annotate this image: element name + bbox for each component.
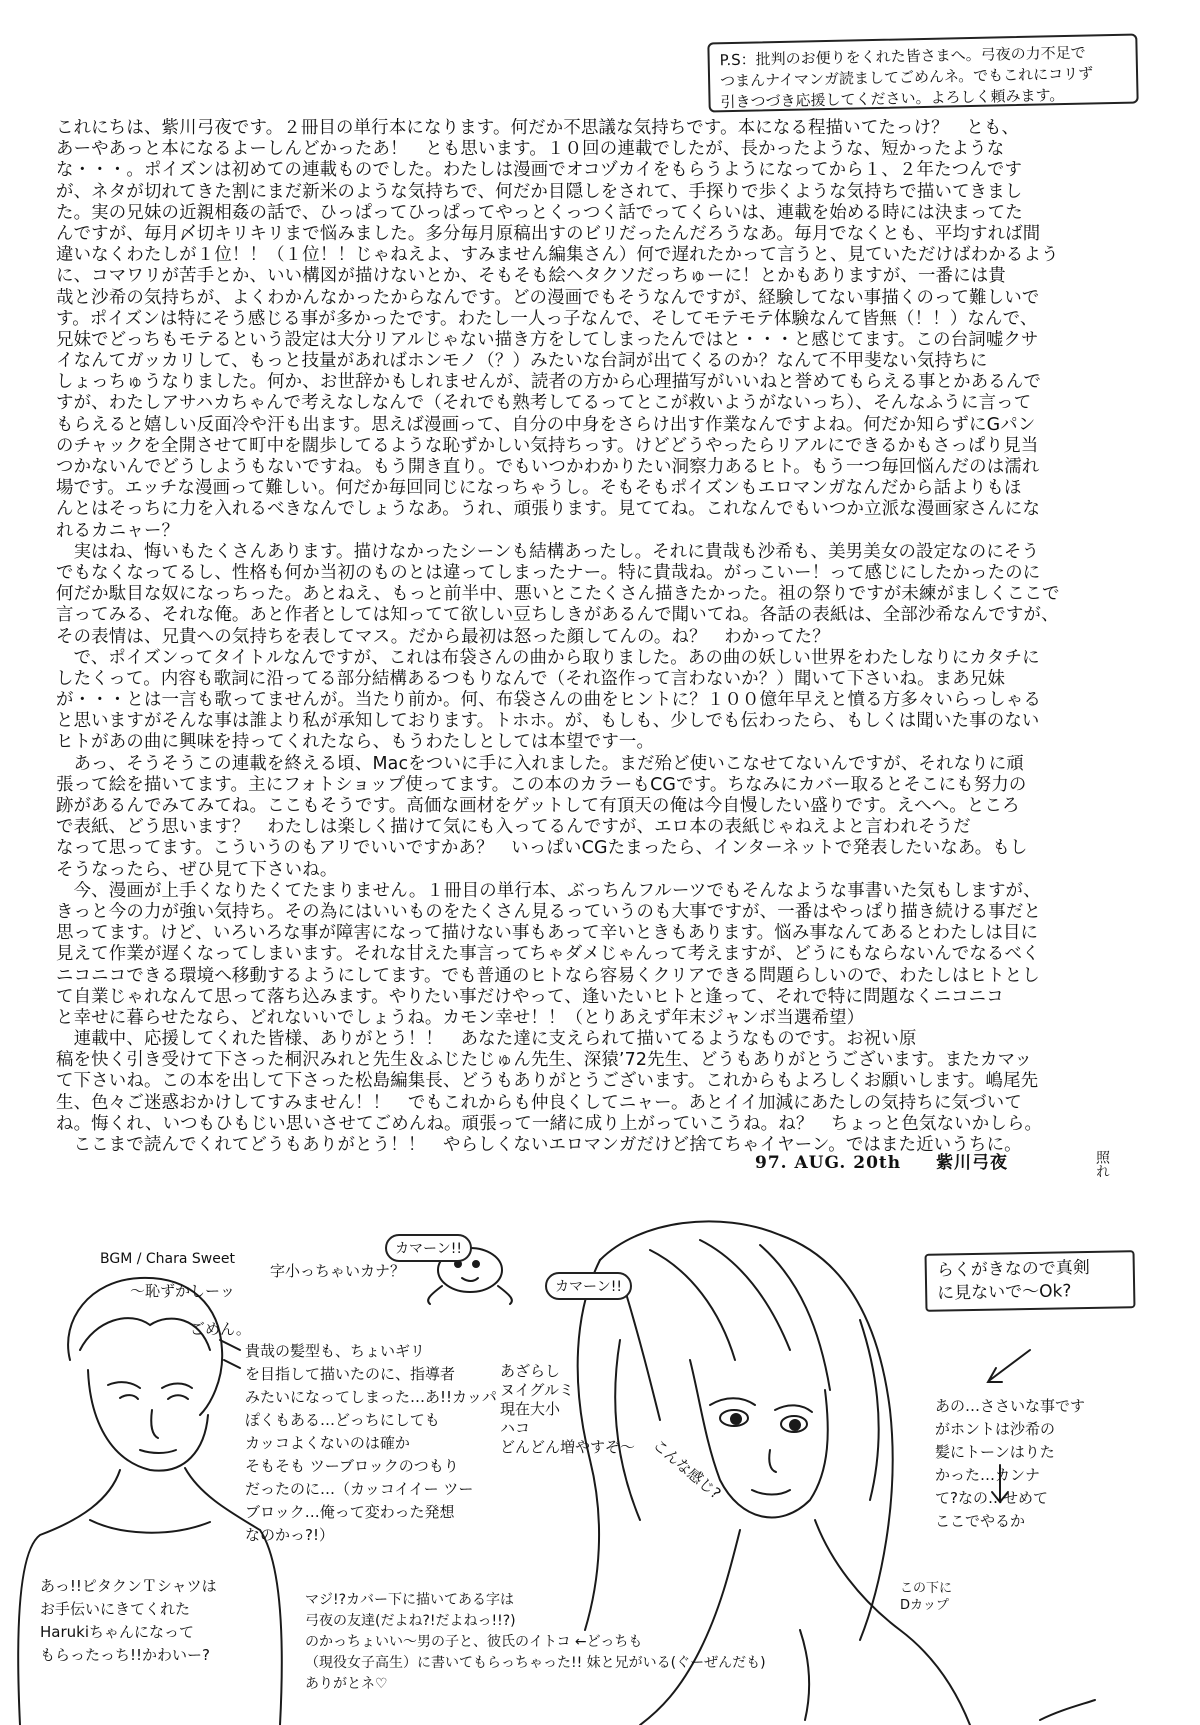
letter-line: に、コマワリが苦手とか、いい構図が描けないとか、そもそも絵ヘタクソだっちゅーに！とかもありますが、一番には貴 — [56, 266, 1006, 287]
letter-line: 実はね、悔いもたくさんあります。描けなかったシーンも結構あったし。それに貴哉も沙希も、美男美女の設定なのにそう — [56, 541, 1040, 562]
ps-note-line: P.S：批判のお便りをくれた皆さまへ。弓夜の力不足で — [719, 43, 1086, 70]
kamon-bubble-1: カマーン!! — [385, 1234, 472, 1262]
takaya-note-line: を目指して描いたのに、指導者 — [245, 1365, 456, 1383]
letter-line: イなんてガッカリして、もっと技量があればホンモノ（？）みたいな台詞が出てくるのか？なんて不甲斐ない気持ちに — [56, 351, 988, 372]
letter-line: 兄妹でどっちもモテるという設定は大分リアルじゃない描き方をしてしまったんではと・・・と感じてます。この台詞嘘クサ — [56, 329, 1039, 350]
azarashi-line: あざらし — [500, 1362, 561, 1380]
letter-line: 跡があるんでみてみてね。ここもそうです。高価な画材をゲットして有頂天の俺は今自慢したい盛りです。えへへ。ところ — [56, 796, 1020, 816]
saki-note — [935, 1395, 1085, 1533]
haruki-note-line: もらったっち!!かわいー? — [40, 1646, 210, 1664]
letter-line: と思いますがそんな事は誰より私が承知しております。トホホ。が、もしも、少しでも伝わったら、もしくは聞いた事のない — [56, 711, 1040, 732]
ps-note-line: 引きつづき応援してください。よろしく頼みます。 — [720, 86, 1065, 112]
dcup-note — [900, 1580, 952, 1614]
saki-note-line: ここでやるか — [935, 1512, 1026, 1530]
takaya-note-line: ブロック…俺って変わった発想 — [245, 1503, 455, 1521]
letter-line: 見えて作業が遅くなってしまいます。それな甘えた事言ってちゃダメじゃんって考えますが、どうにもならないんでなるべく — [56, 944, 1040, 965]
letter-line: もらえると嬉しい反面冷や汗も出ます。思えば漫画って、自分の中身をさらけ出す作業なんですよね。何だか知らずにGパン — [56, 414, 1036, 435]
azarashi-line: どんどん増やすぞ〜 — [500, 1438, 636, 1456]
letter-line: れるカニャー？ — [56, 520, 180, 541]
letter-line: ヒトがあの曲に興味を持ってくれたなら、もうわたしとしては本望です一。 — [56, 732, 655, 753]
letter-line: て下さいね。この本を出して下さった松島編集長、どうもありがとうございます。これからもよろしくお願いします。嶋尾先 — [56, 1071, 1039, 1092]
takaya-note — [245, 1340, 497, 1547]
dcup-line: Dカップ — [900, 1598, 949, 1613]
dcup-line: この下に — [900, 1581, 953, 1596]
letter-line: なって思ってます。こういうのもアリでいいですかあ？ いっぱいCGたまったら、インターネットで発表したいなあ。もし — [56, 838, 1028, 859]
letter-line: 生、色々ご迷惑おかけしてすみません！！ でもこれからも仲良くしてニャー。あとイイ加減にあたしの気持ちに気づいて — [56, 1092, 1022, 1113]
kamon-bubble-2: カマーン!! — [545, 1272, 632, 1300]
cover-note — [305, 1590, 766, 1695]
letter-line: あっ、そうそうこの連載を終える頃、Macをついに手に入れました。まだ殆ど使いこなせてないんですが、それなりに頑 — [56, 753, 1024, 774]
letter-line: 哉と沙希の気持ちが、よくわかんなかったからなんです。どの漫画でもそうなんですが、経験してない事描くのって難しいで — [56, 287, 1040, 308]
takaya-note-line: 貴哉の髪型も、ちょいギリ — [245, 1342, 426, 1360]
haruki-note — [40, 1575, 217, 1667]
letter-line: 今、漫画が上手くなりたくてたまりません。１冊目の単行本、ぶっちんフルーツでもそんなような事書いた気もしますが、 — [56, 880, 1041, 901]
letter-line: 思ってます。けど、いろいろな事が障害になって描けない事もあって辛いときもあります。悩み事なんてあるとわたしは目に — [56, 923, 1039, 944]
konna-note: こんな感じ? — [649, 1435, 725, 1503]
letter-line: しょっちゅうなりました。何か、お世辞かもしれませんが、読者の方から心理描写がいいねと誉めてもらえる事とかあるんで — [56, 372, 1042, 393]
haruki-note-line: お手伝いにきてくれた — [40, 1600, 191, 1618]
letter-line: が・・・とは一言も歌ってませんが。当たり前か。何、布袋さんの曲をヒントに？１００億年早えと憤る方多々いらっしゃる — [56, 690, 1042, 711]
letter-line: で、ポイズンってタイトルなんですが、これは布袋さんの曲から取りました。あの曲の妖しい世界をわたしなりにカタチに — [56, 647, 1040, 668]
saki-note-line: 髪にトーンはりた — [935, 1443, 1055, 1461]
letter-line: んですが、毎月〆切キリキリまで悩みました。多分毎月原稿出すのビリだったんだろうなあ。毎月でなくとも、平均すれば間 — [56, 223, 1041, 244]
letter-line: が、ネタが切れてきた割にまだ新米のような気持ちで、何だか目隠しをされて、手探りで歩くような気持ちで描いてきまし — [56, 181, 1023, 202]
letter-line: んとはそっちに力を入れるべきなんでしょうなあ。うれ、頑張ります。見ててね。これなんでもいつか立派な漫画家さんにな — [56, 499, 1041, 520]
azarashi-line: ヌイグルミ — [500, 1381, 574, 1399]
letter-line: 場です。エッチな漫画って難しい。何だか毎回同じになっちゃうし。そもそもポイズンもエロマンガなんだから話よりもほ — [56, 478, 1022, 499]
ps-note-line: つまんナイマンガ読ましてごめんネ。でもこれにコリず — [719, 64, 1094, 91]
cover-note-line: （現役女子高生）に書いてもらっちゃった!! 妹と兄がいる(ぐーぜんだも) — [305, 1655, 766, 1671]
letter-line: ニコニコできる環境へ移動するようにしてます。でも普通のヒトなら容易くクリアできる問題らしいので、わたしはヒトとし — [56, 965, 1040, 986]
letter-line: 言ってみる、それな俺。あと作者としては知ってて欲しい豆ちしきがあるんで聞いてね。各話の表紙は、全部沙希なんですが、 — [56, 605, 1059, 626]
rakugaki-line: らくがきなので真剣 — [936, 1257, 1090, 1281]
ps-note-box — [707, 34, 1138, 113]
letter-line: と幸せに暮らせたなら、どれないいでしょうね。カモン幸せ！！（とりあえず年末ジャンボ当選希望） — [56, 1007, 865, 1028]
haruki-note-line: あっ!!ピタクンＴシャツは — [40, 1577, 217, 1595]
letter-line: ね。悔くれ、いつもひもじい思いさせてごめんね。頑張って一緒に成り上がっていこうね。ね？ ちょっと色気ないかしら。 — [56, 1113, 1043, 1134]
cover-note-line: 弓夜の友達(だよね?!だよねっ!!?) — [305, 1613, 516, 1629]
letter-line: そうなったら、ぜひ見て下さいね。 — [56, 859, 338, 880]
letter-line: た。実の兄妹の近親相姦の話で、ひっぱってひっぱってやっとくっつく話でってくらいは、連載を始める時には決まってた — [56, 202, 1023, 223]
letter-line: て自業じゃれなんて思って落ち込みます。やりたい事だけやって、逢いたいヒトと逢って、それで特に問題なくニコニコ — [56, 986, 1004, 1007]
takaya-note-line: そもそも ツーブロックのつもり — [245, 1457, 459, 1475]
letter-line: な・・・。ポイズンは初めての連載ものでした。わたしは漫画でオコヅカイをもらうようになってから１、２年たつんです — [56, 160, 1023, 181]
letter-line: すが、わたしアサハカちゃんで考えなしなんで（それでも熟考してるってとこが救いようがないっち）、そんなふうに言って — [56, 393, 1032, 414]
saki-note-line: がホントは沙希の — [935, 1420, 1056, 1438]
letter-line: その表情は、兄貴への気持ちを表してマス。だから最初は怒った顔してんの。ね？ わかってた？ — [56, 626, 830, 647]
letter-line: つかないんでどうしようもないですね。もう開き直り。でもいつかわかりたい洞察力あるヒト。もう一つ毎回悩んだのは濡れ — [56, 457, 1040, 477]
azarashi-line: ハコ — [500, 1419, 531, 1437]
takaya-note-line: ぽくもある…どっちにしても — [245, 1411, 440, 1429]
takaya-note-line: カッコよくないのは確か — [245, 1434, 410, 1452]
saki-note-line: かった…カンナ — [935, 1466, 1041, 1484]
signature-date: 97. AUG. 20th — [755, 1153, 902, 1173]
gomen-note: ごめん。 — [190, 1320, 251, 1338]
side-note-tere: 照れ — [1094, 1150, 1110, 1178]
azarashi-note — [500, 1362, 635, 1457]
signature-name: 紫川弓夜 — [936, 1153, 1009, 1173]
saki-note-line: あの…ささいな事です — [935, 1397, 1086, 1415]
cover-note-line: マジ!?カバー下に描いてある字は — [305, 1592, 515, 1608]
cover-note-line: のかっちょいい〜男の子と、彼氏のイトコ ←どっちも — [305, 1634, 643, 1650]
letter-line: 張って絵を描いてます。主にフォトショップ使ってます。この本のカラーもCGです。ちなみにカバー取るとそこにも努力の — [56, 774, 1027, 795]
cover-note-line: ありがとネ♡ — [305, 1676, 388, 1692]
signature — [755, 1148, 1036, 1173]
letter-line: のチャックを全開させて町中を闊歩してるような恥ずかしい気持ちっす。けどどうやったらリアルにできるかもさっぱり見当 — [56, 435, 1039, 456]
bgm-note: BGM / Chara Sweet — [100, 1251, 235, 1267]
letter-line: 何だか駄目な奴になっちった。あとねえ、もっと前半中、悪いとこたくさん描きたかった。祖の祭りですが未練がましくここで — [56, 584, 1060, 605]
azarashi-line: 現在大小 — [500, 1400, 561, 1418]
letter-line: これにちは、紫川弓夜です。２冊目の単行本になります。何だか不思議な気持ちです。本になる程描いてたっけ？ とも、 — [56, 118, 1020, 138]
takaya-note-line: なのかっ?!） — [245, 1526, 334, 1544]
letter-line: きっと今の力が強い気持ち。その為にはいいものをたくさん見るっていうのも大事ですが、一番はやっぱり描き続ける事だと — [56, 901, 1042, 922]
letter-line: したくって。内容も歌詞に沿ってる部分結構あるつもりなんで（それ盗作って言わないか？）聞いて下さいね。まあ兄妹 — [56, 668, 1006, 689]
afterword-letter — [56, 118, 1126, 1156]
jichitte-note: 字小っちゃいカナ？ — [270, 1262, 406, 1280]
haruki-note-line: Harukiちゃんになって — [40, 1623, 194, 1641]
letter-line: 連載中、応援してくれた皆様、ありがとう！！ あなた達に支えられて描いてるようなものです。お祝い原 — [56, 1029, 917, 1050]
letter-line: 稿を快く引き受けて下さった桐沢みれと先生＆ふじたじゅん先生、深猿’72先生、どうもありがとうございます。またカマッ — [56, 1050, 1033, 1071]
letter-line: で表紙、どう思います？ わたしは楽しく描けて気にも入ってるんですが、エロ本の表紙じゃねえよと言われそうだ — [56, 817, 971, 838]
letter-line: でもなくなってるし、性格も何か当初のものとは違ってしまったナー。特に貴哉ね。がっこいー！って感じにしたかったのに — [56, 562, 1041, 583]
hazukashi-note: 〜恥ずかしーッ — [130, 1282, 236, 1300]
takaya-note-line: みたいになってしまった…あ!!カッパ — [245, 1388, 497, 1406]
rakugaki-note-box — [925, 1250, 1136, 1312]
letter-line: す。ポイズンは特にそう感じる事が多かったです。わたし一人っ子なんで、そしてモテモテ体験なんて皆無（！！）なんで、 — [56, 308, 1038, 329]
letter-line: ここまで読んでくれてどうもありがとう！！ やらしくないエロマンガだけど捨てちゃイヤーン。ではまた近いうちに。 — [56, 1135, 1022, 1155]
takaya-note-line: だったのに…（カッコイイー ツー — [245, 1480, 474, 1498]
letter-line: あーやあっと本になるよーしんどかったあ！ とも思います。１０回の連載でしたが、長かったような、短かったような — [56, 139, 1005, 160]
rakugaki-line: に見ないで〜Ok? — [937, 1281, 1072, 1304]
saki-note-line: て?なの…せめて — [935, 1489, 1048, 1507]
letter-line: 違いなくわたしが１位！！（１位！！じゃねえよ、すみません編集さん）何で遅れたかって言うと、見ていただけばわかるよう — [56, 245, 1059, 266]
